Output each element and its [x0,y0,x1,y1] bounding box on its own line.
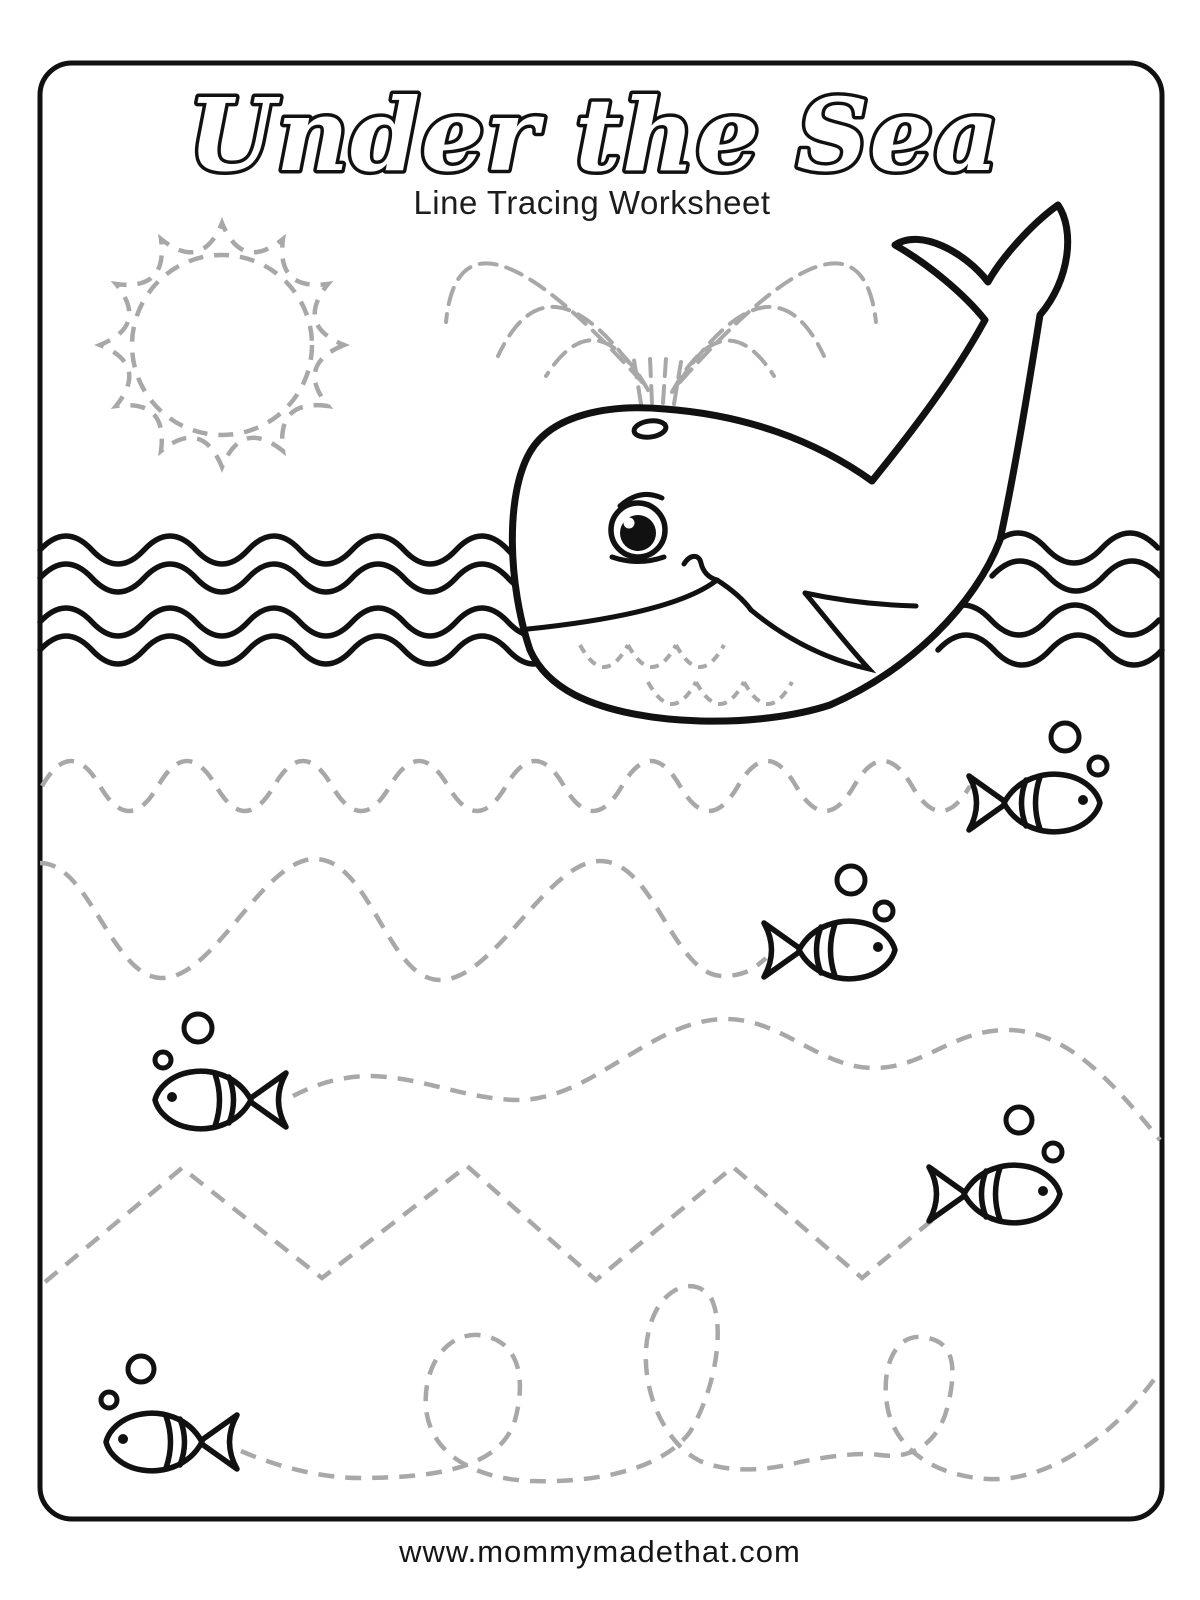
bubbles [101,723,1107,1408]
tracing-line-scallop[interactable] [40,859,766,980]
fish-icon [929,1165,1060,1223]
sun-icon [100,223,344,467]
fish-icon [969,774,1100,832]
fish-icon [155,1071,286,1129]
tracing-line-loops[interactable] [241,1286,1158,1481]
page-title: Under the Sea [188,76,1000,194]
left-waves [40,536,560,664]
tracing-line-zigzag[interactable] [45,1166,948,1282]
whale-eye-highlight [624,518,635,529]
page-subtitle: Line Tracing Worksheet [413,184,771,221]
fish-icon [764,921,895,979]
footer-url: www.mommymadethat.com [399,1534,801,1569]
tracing-line-wave-small[interactable] [42,761,970,811]
whale-spout-tracing [446,263,876,404]
fish-icon [106,1413,237,1471]
